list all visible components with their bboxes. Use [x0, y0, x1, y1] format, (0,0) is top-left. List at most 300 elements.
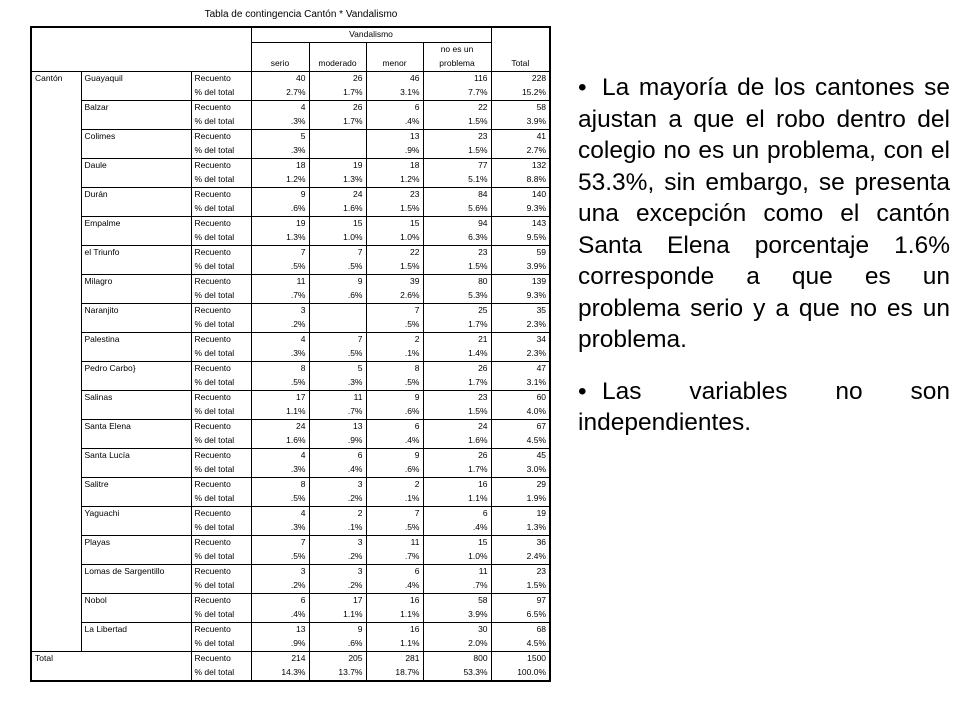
pct-cell: 1.0% — [366, 231, 423, 246]
total-count-cell: 1500 — [491, 652, 550, 667]
measure-label: Recuento — [191, 101, 251, 116]
table-row — [31, 101, 550, 116]
pct-cell: .5% — [251, 550, 309, 565]
count-cell: 11 — [309, 391, 366, 406]
pct-cell: 2.4% — [526, 551, 547, 561]
count-cell: 9 — [366, 391, 423, 406]
measure-label: % del total — [191, 608, 251, 623]
count-cell: 21 — [423, 333, 491, 348]
table-row — [31, 72, 550, 87]
table-row — [31, 594, 550, 609]
measure-label: % del total — [191, 289, 251, 304]
measure-label: Recuento — [191, 420, 251, 435]
measure-label: % del total — [191, 637, 251, 652]
pct-cell: 1.6% — [251, 434, 309, 449]
measure-label: Recuento — [191, 188, 251, 203]
row-label: Nobol — [81, 594, 191, 623]
row-label: Salitre — [81, 478, 191, 507]
count-cell: 16 — [423, 478, 491, 493]
measure-label: Recuento — [191, 507, 251, 522]
row-label: Yaguachi — [81, 507, 191, 536]
count-cell: 3 — [309, 536, 366, 551]
pct-cell: 5.6% — [423, 202, 491, 217]
count-cell: 8 — [366, 362, 423, 377]
col-header-moderado: moderado — [309, 57, 366, 72]
count-cell: 23 — [423, 246, 491, 261]
count-cell: 9 — [309, 623, 366, 638]
measure-label: Recuento — [191, 159, 251, 174]
group-header: Vandalismo — [251, 27, 491, 43]
pct-cell: 5.1% — [423, 173, 491, 188]
pct-cell: .6% — [366, 405, 423, 420]
pct-cell: .6% — [309, 637, 366, 652]
pct-cell: 1.5% — [366, 202, 423, 217]
count-cell: 29 — [491, 478, 550, 493]
count-cell: 60 — [491, 391, 550, 406]
count-cell: 6 — [366, 565, 423, 580]
table-row — [31, 333, 550, 348]
count-cell: 9 — [366, 449, 423, 464]
table-row — [31, 246, 550, 261]
count-cell: 22 — [423, 101, 491, 116]
measure-label: Recuento — [191, 130, 251, 145]
table-row — [31, 449, 550, 464]
row-label: Guayaquil — [81, 72, 191, 101]
count-cell: 7 — [251, 246, 309, 261]
count-cell: 7 — [366, 507, 423, 522]
pct-cell: 1.1% — [366, 608, 423, 623]
pct-cell: .5% — [366, 521, 423, 536]
count-cell: 26 — [309, 72, 366, 87]
count-cell: 39 — [366, 275, 423, 290]
count-cell: 9 — [309, 275, 366, 290]
pct-cell: 9.5% — [526, 232, 547, 242]
pct-cell: 1.3% — [309, 173, 366, 188]
count-cell: 24 — [309, 188, 366, 203]
row-label: Salinas — [81, 391, 191, 420]
count-cell: 67 — [491, 420, 550, 435]
count-cell: 5 — [251, 130, 309, 145]
table-row — [31, 217, 550, 232]
count-cell: 7 — [366, 304, 423, 319]
table-row-total — [31, 652, 550, 667]
count-cell: 132 — [491, 159, 550, 174]
pct-cell: .2% — [251, 579, 309, 594]
count-cell: 3 — [309, 478, 366, 493]
pct-cell: .1% — [309, 521, 366, 536]
total-pct-cell: 53.3% — [423, 666, 491, 681]
count-cell: 22 — [366, 246, 423, 261]
measure-label: % del total — [191, 144, 251, 159]
pct-cell: .9% — [309, 434, 366, 449]
pct-cell: .7% — [251, 289, 309, 304]
count-cell: 2 — [366, 478, 423, 493]
pct-cell: 15.2% — [521, 87, 547, 97]
count-cell: 4 — [251, 449, 309, 464]
row-label: Naranjito — [81, 304, 191, 333]
count-cell: 16 — [366, 594, 423, 609]
pct-cell: .4% — [366, 115, 423, 130]
pct-cell: 3.1% — [526, 377, 547, 387]
total-pct-cell: 13.7% — [309, 666, 366, 681]
count-cell: 11 — [366, 536, 423, 551]
row-label: Pedro Carbo} — [81, 362, 191, 391]
pct-cell: 1.5% — [423, 115, 491, 130]
pct-cell: .2% — [309, 579, 366, 594]
count-cell: 68 — [491, 623, 550, 638]
measure-label: % del total — [191, 434, 251, 449]
pct-cell: 1.1% — [423, 492, 491, 507]
measure-label: % del total — [191, 666, 251, 681]
table-row — [31, 304, 550, 319]
row-label: Santa Elena — [81, 420, 191, 449]
total-pct-cell: 14.3% — [251, 666, 309, 681]
pct-cell: .4% — [423, 521, 491, 536]
contingency-table — [30, 26, 551, 682]
pct-cell: 1.7% — [423, 318, 491, 333]
count-cell: 3 — [251, 304, 309, 319]
pct-cell: 1.3% — [251, 231, 309, 246]
count-cell: 77 — [423, 159, 491, 174]
count-cell: 3 — [309, 565, 366, 580]
pct-cell: 2.0% — [423, 637, 491, 652]
table-row — [31, 188, 550, 203]
measure-label: % del total — [191, 260, 251, 275]
bullet-text: Las variables no son independientes. — [578, 377, 950, 436]
pct-cell: 9.3% — [526, 290, 547, 300]
pct-cell: 3.0% — [526, 464, 547, 474]
count-cell: 6 — [423, 507, 491, 522]
count-cell: 8 — [251, 362, 309, 377]
table-title: Tabla de contingencia Cantón * Vandalismo — [204, 9, 398, 20]
pct-cell: 1.2% — [251, 173, 309, 188]
count-cell: 15 — [309, 217, 366, 232]
count-cell: 143 — [491, 217, 550, 232]
measure-label: % del total — [191, 318, 251, 333]
col-header-no-problema-2: problema — [423, 57, 491, 72]
count-cell: 16 — [366, 623, 423, 638]
pct-cell: 1.5% — [423, 405, 491, 420]
count-cell: 59 — [491, 246, 550, 261]
count-cell: 35 — [491, 304, 550, 319]
count-cell: 13 — [251, 623, 309, 638]
count-cell: 139 — [491, 275, 550, 290]
pct-cell: 1.0% — [423, 550, 491, 565]
count-cell: 80 — [423, 275, 491, 290]
pct-cell — [309, 318, 366, 333]
count-cell: 40 — [251, 72, 309, 87]
pct-cell: .2% — [309, 492, 366, 507]
pct-cell: .3% — [251, 463, 309, 478]
row-label: Colimes — [81, 130, 191, 159]
count-cell: 84 — [423, 188, 491, 203]
pct-cell: .3% — [251, 115, 309, 130]
col-header-serio: serio — [251, 57, 309, 72]
measure-label: Recuento — [191, 246, 251, 261]
pct-cell: .5% — [309, 260, 366, 275]
count-cell: 46 — [366, 72, 423, 87]
measure-label: % del total — [191, 376, 251, 391]
measure-label: % del total — [191, 115, 251, 130]
pct-cell: .1% — [366, 492, 423, 507]
pct-cell: .9% — [366, 144, 423, 159]
pct-cell: 2.3% — [526, 319, 547, 329]
count-cell: 18 — [251, 159, 309, 174]
measure-label: % del total — [191, 173, 251, 188]
pct-cell: 1.4% — [423, 347, 491, 362]
pct-cell: 1.1% — [366, 637, 423, 652]
measure-label: % del total — [191, 86, 251, 101]
row-label: el Triunfo — [81, 246, 191, 275]
count-cell: 25 — [423, 304, 491, 319]
row-label: La Libertad — [81, 623, 191, 652]
count-cell: 6 — [366, 101, 423, 116]
count-cell: 13 — [309, 420, 366, 435]
table-row — [31, 362, 550, 377]
count-cell: 23 — [423, 130, 491, 145]
row-label: Lomas de Sargentillo — [81, 565, 191, 594]
measure-label: Recuento — [191, 652, 251, 667]
total-count-cell: 205 — [309, 652, 366, 667]
pct-cell: .4% — [366, 579, 423, 594]
pct-cell: 2.7% — [526, 145, 547, 155]
measure-label: % del total — [191, 521, 251, 536]
pct-cell: .4% — [251, 608, 309, 623]
pct-cell: 1.7% — [309, 86, 366, 101]
table-row — [31, 391, 550, 406]
count-cell: 45 — [491, 449, 550, 464]
count-cell: 4 — [251, 333, 309, 348]
pct-cell: .1% — [366, 347, 423, 362]
pct-cell: 1.5% — [423, 144, 491, 159]
measure-label: % del total — [191, 405, 251, 420]
table-body — [31, 72, 550, 682]
measure-label: Recuento — [191, 536, 251, 551]
measure-label: % del total — [191, 579, 251, 594]
col-header-total: Total — [491, 57, 550, 72]
count-cell: 58 — [491, 101, 550, 116]
count-cell: 3 — [251, 565, 309, 580]
count-cell: 23 — [491, 565, 550, 580]
count-cell: 26 — [423, 449, 491, 464]
table-row — [31, 420, 550, 435]
pct-cell: .5% — [309, 347, 366, 362]
total-count-cell: 800 — [423, 652, 491, 667]
bullet-item — [578, 72, 950, 356]
total-header-top — [491, 27, 550, 43]
count-cell: 8 — [251, 478, 309, 493]
pct-cell: .6% — [251, 202, 309, 217]
pct-cell: .5% — [251, 376, 309, 391]
count-cell — [309, 304, 366, 319]
pct-cell: .6% — [309, 289, 366, 304]
table-row — [31, 536, 550, 551]
pct-cell: .5% — [251, 492, 309, 507]
pct-cell: .7% — [309, 405, 366, 420]
count-cell: 116 — [423, 72, 491, 87]
pct-cell: .5% — [366, 318, 423, 333]
count-cell: 9 — [251, 188, 309, 203]
count-cell: 18 — [366, 159, 423, 174]
bullet-item — [578, 376, 950, 439]
count-cell: 15 — [366, 217, 423, 232]
pct-cell: 3.9% — [526, 261, 547, 271]
table-row — [31, 478, 550, 493]
pct-cell: 5.3% — [423, 289, 491, 304]
count-cell: 26 — [423, 362, 491, 377]
pct-cell: 9.3% — [526, 203, 547, 213]
pct-cell: 3.1% — [366, 86, 423, 101]
commentary-panel — [578, 72, 950, 459]
pct-cell: .3% — [309, 376, 366, 391]
pct-cell: 7.7% — [423, 86, 491, 101]
row-label: Milagro — [81, 275, 191, 304]
pct-cell — [309, 144, 366, 159]
measure-label: Recuento — [191, 478, 251, 493]
total-pct-cell: 18.7% — [366, 666, 423, 681]
count-cell: 7 — [251, 536, 309, 551]
total-count-cell: 214 — [251, 652, 309, 667]
pct-cell: .2% — [251, 318, 309, 333]
count-cell: 97 — [491, 594, 550, 609]
measure-label: Recuento — [191, 304, 251, 319]
count-cell: 5 — [309, 362, 366, 377]
pct-cell: 1.9% — [526, 493, 547, 503]
pct-cell: 1.5% — [423, 260, 491, 275]
count-cell: 19 — [491, 507, 550, 522]
count-cell: 24 — [251, 420, 309, 435]
row-group-label: Cantón — [31, 72, 81, 652]
row-label: Empalme — [81, 217, 191, 246]
count-cell: 94 — [423, 217, 491, 232]
count-cell: 24 — [423, 420, 491, 435]
count-cell: 11 — [423, 565, 491, 580]
count-cell: 6 — [251, 594, 309, 609]
pct-cell: .3% — [251, 521, 309, 536]
count-cell: 23 — [366, 188, 423, 203]
measure-label: Recuento — [191, 449, 251, 464]
measure-label: Recuento — [191, 362, 251, 377]
count-cell: 4 — [251, 507, 309, 522]
pct-cell: .4% — [309, 463, 366, 478]
measure-label: Recuento — [191, 333, 251, 348]
col-header-no-problema-1: no es un — [423, 43, 491, 58]
pct-cell: 1.0% — [309, 231, 366, 246]
bullet-icon: • — [578, 377, 587, 405]
table-row — [31, 565, 550, 580]
count-cell: 17 — [309, 594, 366, 609]
row-label: Playas — [81, 536, 191, 565]
measure-label: % del total — [191, 463, 251, 478]
count-cell: 228 — [531, 73, 547, 83]
total-label: Total — [31, 652, 191, 682]
count-cell: 36 — [491, 536, 550, 551]
pct-cell: 3.9% — [423, 608, 491, 623]
pct-cell: .9% — [251, 637, 309, 652]
pct-cell: 2.7% — [251, 86, 309, 101]
pct-cell: 1.3% — [526, 522, 547, 532]
pct-cell: 1.1% — [251, 405, 309, 420]
pct-cell: 4.5% — [526, 638, 547, 648]
pct-cell: 2.3% — [526, 348, 547, 358]
count-cell: 26 — [309, 101, 366, 116]
table-row — [31, 623, 550, 638]
pct-cell: .6% — [366, 463, 423, 478]
pct-cell: .2% — [309, 550, 366, 565]
count-cell: 2 — [309, 507, 366, 522]
count-cell: 17 — [251, 391, 309, 406]
count-cell: 41 — [491, 130, 550, 145]
count-cell: 23 — [423, 391, 491, 406]
pct-cell: 2.6% — [366, 289, 423, 304]
table-row — [31, 275, 550, 290]
bullet-text: La mayoría de los cantones se ajustan a que el robo dentro del colegio no es un problema, con el 53.3%, sin embargo, se presenta una excepción como el cantón Santa Elena porcentaje 1.6% corresponde a que es un problema serio y a que no es un problema. — [578, 74, 950, 353]
row-label: Durán — [81, 188, 191, 217]
count-cell: 58 — [423, 594, 491, 609]
corner-cell — [31, 27, 251, 72]
row-label: Balzar — [81, 101, 191, 130]
pct-cell: 1.5% — [526, 580, 547, 590]
pct-cell: 1.1% — [309, 608, 366, 623]
count-cell: 7 — [309, 333, 366, 348]
table-row — [31, 130, 550, 145]
count-cell: 30 — [423, 623, 491, 638]
count-cell — [309, 130, 366, 145]
count-cell: 13 — [366, 130, 423, 145]
pct-cell: 1.2% — [366, 173, 423, 188]
pct-cell: .3% — [251, 144, 309, 159]
row-label: Daule — [81, 159, 191, 188]
measure-label: Recuento — [191, 217, 251, 232]
pct-cell: .7% — [423, 579, 491, 594]
count-cell: 34 — [491, 333, 550, 348]
measure-label: Recuento — [191, 623, 251, 638]
count-cell: 47 — [491, 362, 550, 377]
count-cell: 19 — [309, 159, 366, 174]
table-row — [31, 159, 550, 174]
count-cell: 7 — [309, 246, 366, 261]
pct-cell: .3% — [251, 347, 309, 362]
row-label: Santa Lucía — [81, 449, 191, 478]
pct-cell: 1.7% — [423, 463, 491, 478]
count-cell: 140 — [491, 188, 550, 203]
contingency-table-panel — [30, 8, 550, 682]
count-cell: 6 — [366, 420, 423, 435]
total-pct-cell: 100.0% — [517, 667, 547, 677]
measure-label: Recuento — [191, 594, 251, 609]
pct-cell: .7% — [366, 550, 423, 565]
bullet-icon: • — [578, 74, 587, 101]
measure-label: % del total — [191, 347, 251, 362]
pct-cell: 1.7% — [309, 115, 366, 130]
count-cell: 15 — [423, 536, 491, 551]
count-cell: 19 — [251, 217, 309, 232]
measure-label: Recuento — [191, 565, 251, 580]
pct-cell: .5% — [251, 260, 309, 275]
measure-label: Recuento — [191, 391, 251, 406]
measure-label: % del total — [191, 550, 251, 565]
measure-label: Recuento — [191, 72, 251, 87]
table-row — [31, 507, 550, 522]
total-count-cell: 281 — [366, 652, 423, 667]
pct-cell: 1.6% — [309, 202, 366, 217]
pct-cell: 8.8% — [526, 174, 547, 184]
pct-cell: 1.5% — [366, 260, 423, 275]
pct-cell: 4.0% — [526, 406, 547, 416]
measure-label: % del total — [191, 202, 251, 217]
pct-cell: 6.3% — [423, 231, 491, 246]
pct-cell: 1.7% — [423, 376, 491, 391]
